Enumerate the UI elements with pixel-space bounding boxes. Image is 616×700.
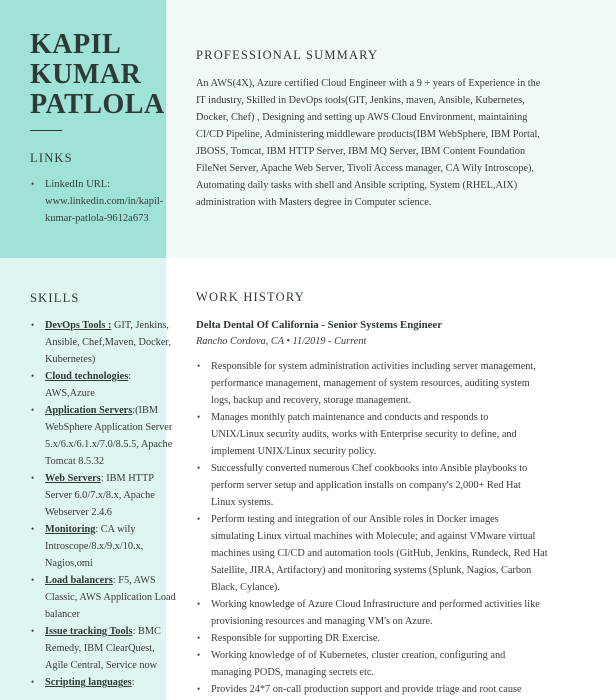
- links-heading: LINKS: [30, 151, 73, 165]
- name-line: PATLOLA: [30, 89, 165, 120]
- job-bullet-line: provisioning resources and managing VM's on Azure.: [211, 616, 433, 627]
- summary-line: JBOSS, Tomcat, IBM HTTP Server, IBM MQ Server, IBM Content Foundation: [196, 146, 526, 157]
- summary-line: An AWS(4X), Azure certified Cloud Engineer with a 9 + years of Experience in the: [196, 78, 541, 89]
- skill-name: Cloud technologies: [45, 371, 129, 382]
- job-bullet-line: managing PODS, managing secrets etc.: [211, 667, 374, 678]
- job-bullet: [196, 630, 588, 647]
- skill-line: Classic, AWS Application Load: [45, 592, 176, 603]
- job-bullet-line: • Perform testing and integration of our Ansible roles in Docker images: [211, 514, 499, 525]
- job-bullet-line: • Responsible for supporting DR Exercise.: [211, 633, 381, 644]
- summary-line: CI/CD Pipeline, Administering middleware products(IBM WebSphere, IBM Portal,: [196, 129, 540, 140]
- candidate-name: [30, 30, 165, 120]
- job-bullet-line: • Manages monthly patch maintenance and conducts and responds to: [211, 412, 489, 423]
- skill-line: Nagios,omi: [45, 558, 93, 569]
- skill-line: balancer: [45, 609, 80, 620]
- skill-line: Server 6.0/7.x/8.x, Apache: [45, 490, 155, 501]
- job-location-dates: Rancho Cordova, CA • 11/2019 - Current: [196, 336, 367, 347]
- job-bullets: [196, 358, 588, 698]
- linkedin-link[interactable]: kumar-patlola-9612a673: [45, 213, 149, 224]
- skill-value: : F5, AWS: [112, 575, 156, 586]
- summary-line: FileNet Server, Apache Web Server, Tivoli Access manager, CA Wily Introscope),: [196, 163, 535, 174]
- skill-value: GIT, Jenkins,: [111, 320, 169, 331]
- skill-line: Webserver 2.4.6: [45, 507, 112, 518]
- summary-line: Automating daily tasks with shell and Ansible scripting, System (RHEL,AIX): [196, 180, 518, 191]
- job-bullet-line: simulating Linux virtual machines with Molecule; and against VMware virtual: [211, 531, 536, 542]
- job-bullet-line: Linux systems.: [211, 497, 274, 508]
- skill-name: Monitoring: [45, 524, 96, 535]
- name-line: KUMAR: [30, 59, 142, 90]
- summary-line: administration with Masters degree in Computer science.: [196, 197, 432, 208]
- job-bullet-line: Satellite, JIRA, Artifactory) and monitoring systems (Splunk, Nagios, Carbon: [211, 565, 532, 576]
- skill-name: Load balancers: [45, 575, 113, 586]
- job-bullet-line: • Provides 24*7 on-call production support and provide triage and root cause: [211, 684, 522, 695]
- summary-line: IT industry, Skilled in DevOps tools(GIT, Jenkins, maven, Ansible, Kubernetes,: [196, 95, 525, 106]
- job-bullet: [196, 511, 588, 596]
- skill-line: Tomcat 8.5.32: [45, 456, 105, 467]
- job-bullet: [196, 409, 588, 460]
- skill-line: Remedy, IBM ClearQuest,: [45, 643, 155, 654]
- name-line: KAPIL: [30, 29, 122, 60]
- job-bullet-line: implement UNIX/Linux security policy.: [211, 446, 377, 457]
- job-bullet-line: • Successfully converted numerous Chef cookbooks into Ansible playbooks to: [211, 463, 528, 474]
- skill-name: Scripting languages: [45, 677, 132, 688]
- job-bullet: [196, 358, 588, 409]
- skill-value: :: [128, 371, 132, 382]
- job-bullet-line: Black, Cylance).: [211, 582, 280, 593]
- job-bullet: [196, 596, 588, 630]
- job-bullet: [196, 647, 588, 681]
- skill-line: 5.x/6.x/6.1.x/7.0/8.5.5, Apache: [45, 439, 173, 450]
- job-bullet: [196, 681, 588, 698]
- skill-value: :: [131, 677, 135, 688]
- skill-line: WebSphere Application Server: [45, 422, 173, 433]
- skill-line: Agile Central, Service now: [45, 660, 158, 671]
- skill-line: Ansible, Chef,Maven, Docker,: [45, 337, 171, 348]
- summary-text: [196, 75, 588, 211]
- skill-name: DevOps Tools :: [45, 320, 112, 331]
- skill-line: Kubernetes): [45, 354, 96, 365]
- name-divider: [30, 130, 62, 131]
- skill-value: : CA wily: [95, 524, 136, 535]
- job-bullet: [196, 460, 588, 511]
- job-bullet-line: performance management, management of system resources, auditing system: [211, 378, 530, 389]
- job-bullet-line: perform server setup and application installs on company's 2,000+ Red Hat: [211, 480, 521, 491]
- skill-line: AWS,Azure: [45, 388, 95, 399]
- job-title: Delta Dental Of California - Senior Systems Engineer: [196, 319, 443, 331]
- link-label: • LinkedIn URL:: [45, 179, 111, 190]
- skills-heading: SKILLS: [30, 291, 80, 305]
- skill-value: :(IBM: [132, 405, 158, 416]
- skill-value: : IBM HTTP: [100, 473, 154, 484]
- skill-name: Application Servers: [45, 405, 133, 416]
- job-bullet-line: • Working knowledge of of Kubernetes, cluster creation, configuring and: [211, 650, 506, 661]
- job-bullet-line: UNIX/Linux security audits, works with Enterprise security to define, and: [211, 429, 517, 440]
- job-bullet-line: • Working knowledge of Azure Cloud Infrastructure and performed activities like: [211, 599, 540, 610]
- job-bullet-line: machines using CI/CD and automation tools (GitHub, Jenkins, Rundeck, Red Hat: [211, 548, 548, 559]
- summary-heading: PROFESSIONAL SUMMARY: [196, 48, 379, 62]
- skill-line: Introscope/8.x/9.x/10.x,: [45, 541, 144, 552]
- linkedin-link[interactable]: www.linkedin.com/in/kapil-: [45, 196, 164, 207]
- skill-value: : BMC: [132, 626, 161, 637]
- skill-name: Web Servers: [45, 473, 101, 484]
- work-history-heading: WORK HISTORY: [196, 290, 305, 304]
- skill-name: Issue tracking Tools: [45, 626, 133, 637]
- summary-line: Docker, Chef) , Designing and setting up AWS Cloud Environment, maintaining: [196, 112, 528, 123]
- job-bullet-line: logs, backup and recovery, storage management.: [211, 395, 412, 406]
- job-bullet-line: • Responsible for system administration activities including server management,: [211, 361, 536, 372]
